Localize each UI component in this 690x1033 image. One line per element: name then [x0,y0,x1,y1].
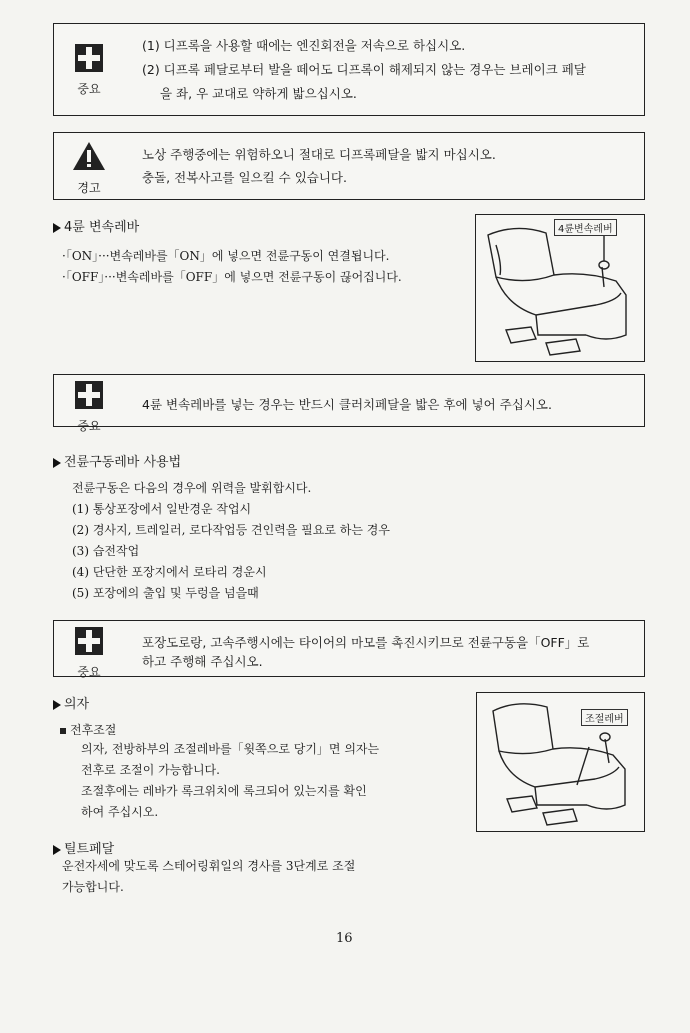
section-heading [53,693,89,712]
notice-line: 하고 주행해 주십시오. [142,654,263,669]
section-heading [53,451,181,470]
notice-icon-group [59,44,119,97]
notice-warning [53,132,645,200]
body-line: (2) 경사지, 트레일러, 로다작업등 견인력을 필요로 하는 경우 [72,523,390,537]
important-cross-icon [75,44,103,72]
body-line: ·「OFF」···변속레바를「OFF」에 넣으면 전륜구동이 끊어집니다. [62,270,402,284]
notice-line: (2) 디프록 페달로부터 발을 떼어도 디프록이 해제되지 않는 경우는 브레이크 페달 [142,62,586,77]
notice-important-2 [53,374,645,433]
body-line: 조절후에는 레바가 록크위치에 록크되어 있는지를 확인 [81,784,367,798]
section-heading [53,838,114,857]
notice-label: 중요 [77,419,101,433]
body-line: 하여 주십시오. [81,805,159,819]
body-line: (4) 단단한 포장지에서 로타리 경운시 [72,565,267,579]
body-line: (1) 통상포장에서 일반경운 작업시 [72,502,252,516]
figure-label: 4륜변속레버 [554,219,617,236]
notice-important-3 [53,620,645,677]
figure-label: 조절레버 [581,709,628,726]
body-line: 가능합니다. [62,880,124,894]
notice-line: 을 좌, 우 교대로 약하게 밟으십시오. [160,86,357,101]
body-line: 의자, 전방하부의 조절레바를「윗쪽으로 당기」면 의자는 [81,742,380,756]
section-heading-text: 의자 [64,697,90,712]
warning-line: 노상 주행중에는 위험하오니 절대로 디프록페달을 밟지 마십시오. [142,147,496,162]
warning-icon-group [59,141,119,196]
triangle-bullet-icon [53,700,61,710]
figure-seat-lever [476,692,645,832]
triangle-bullet-icon [53,845,61,855]
warning-label: 경고 [77,181,101,195]
triangle-bullet-icon [53,458,61,468]
figure-4wd-lever [475,214,645,362]
square-bullet-icon [60,728,66,734]
body-line: ·「ON」···변속레바를「ON」에 넣으면 전륜구동이 연결됩니다. [62,249,390,263]
body-line: 전륜구동은 다음의 경우에 위력을 발휘합시다. [72,481,312,495]
section-heading-text: 4륜 변속레바 [64,220,140,235]
section-heading [53,216,139,235]
warning-triangle-icon [72,141,106,171]
page-number: 16 [336,931,353,946]
notice-icon-group [59,381,119,434]
body-line: 전후로 조절이 가능합니다. [81,763,220,777]
notice-label: 중요 [77,665,101,679]
warning-line: 충돌, 전복사고를 일으킬 수 있습니다. [142,170,347,185]
notice-line: 포장도로랑, 고속주행시에는 타이어의 마모를 촉진시키므로 전륜구동을「OFF」로 [142,635,590,650]
important-cross-icon [75,627,103,655]
body-line: (5) 포장에의 출입 및 두렁을 넘을때 [72,586,259,600]
notice-line: (1) 디프록을 사용할 때에는 엔진회전을 저속으로 하십시오. [142,38,466,53]
section-heading-text: 틸트페달 [64,842,115,857]
notice-line: 4륜 변속레바를 넣는 경우는 반드시 클러치페달을 밟은 후에 넣어 주십시오. [142,397,552,412]
subheading [60,720,116,741]
subheading-text: 전후조절 [70,723,117,737]
notice-label: 중요 [77,82,101,96]
body-line: (3) 습전작업 [72,544,140,558]
section-heading-text: 전륜구동레바 사용법 [64,455,182,470]
body-line: 운전자세에 맞도록 스테어링휘일의 경사를 3단계로 조절 [62,859,356,873]
triangle-bullet-icon [53,223,61,233]
notice-icon-group [59,627,119,680]
tractor-seat-lever-illustration [476,215,643,360]
important-cross-icon [75,381,103,409]
notice-important-1 [53,23,645,116]
